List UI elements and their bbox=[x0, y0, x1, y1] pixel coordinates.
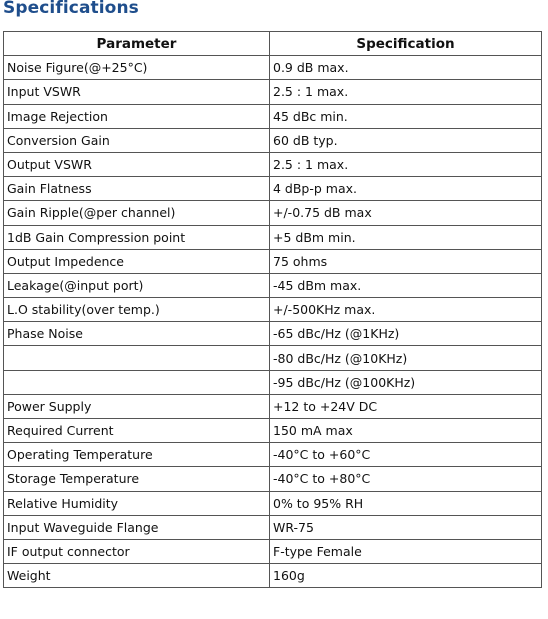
table-row bbox=[4, 394, 542, 418]
parameter-cell: 1dB Gain Compression point bbox=[4, 225, 270, 249]
table-row bbox=[4, 104, 542, 128]
parameter-cell bbox=[4, 346, 270, 370]
specification-cell: +/-0.75 dB max bbox=[270, 201, 542, 225]
parameter-cell: Gain Flatness bbox=[4, 177, 270, 201]
specification-cell: 2.5 : 1 max. bbox=[270, 80, 542, 104]
parameter-cell: Storage Temperature bbox=[4, 467, 270, 491]
parameter-cell: Weight bbox=[4, 564, 270, 588]
parameter-cell: Required Current bbox=[4, 419, 270, 443]
table-row bbox=[4, 491, 542, 515]
table-row bbox=[4, 273, 542, 297]
parameter-cell: Power Supply bbox=[4, 394, 270, 418]
table-row bbox=[4, 249, 542, 273]
specification-cell: 75 ohms bbox=[270, 249, 542, 273]
specification-cell: -45 dBm max. bbox=[270, 273, 542, 297]
table-row bbox=[4, 128, 542, 152]
parameter-cell bbox=[4, 370, 270, 394]
table-row bbox=[4, 564, 542, 588]
table-row bbox=[4, 515, 542, 539]
header-specification: Specification bbox=[270, 32, 542, 56]
specification-cell: 0.9 dB max. bbox=[270, 56, 542, 80]
parameter-cell: Input VSWR bbox=[4, 80, 270, 104]
specification-cell: -80 dBc/Hz (@10KHz) bbox=[270, 346, 542, 370]
parameter-cell: Output Impedence bbox=[4, 249, 270, 273]
table-row bbox=[4, 346, 542, 370]
parameter-cell: Input Waveguide Flange bbox=[4, 515, 270, 539]
parameter-cell: IF output connector bbox=[4, 539, 270, 563]
page-title: Specifications bbox=[3, 0, 139, 18]
specification-cell: +12 to +24V DC bbox=[270, 394, 542, 418]
parameter-cell: L.O stability(over temp.) bbox=[4, 298, 270, 322]
parameter-cell: Noise Figure(@+25°C) bbox=[4, 56, 270, 80]
parameter-cell: Gain Ripple(@per channel) bbox=[4, 201, 270, 225]
header-parameter: Parameter bbox=[4, 32, 270, 56]
table-row bbox=[4, 80, 542, 104]
table-row bbox=[4, 152, 542, 176]
table-row bbox=[4, 322, 542, 346]
parameter-cell: Operating Temperature bbox=[4, 443, 270, 467]
table-row bbox=[4, 467, 542, 491]
table-row bbox=[4, 370, 542, 394]
table-row bbox=[4, 177, 542, 201]
specification-cell: +5 dBm min. bbox=[270, 225, 542, 249]
table-row bbox=[4, 539, 542, 563]
parameter-cell: Conversion Gain bbox=[4, 128, 270, 152]
parameter-cell: Image Rejection bbox=[4, 104, 270, 128]
specification-cell: F-type Female bbox=[270, 539, 542, 563]
specification-cell: -65 dBc/Hz (@1KHz) bbox=[270, 322, 542, 346]
table-row bbox=[4, 56, 542, 80]
parameter-cell: Output VSWR bbox=[4, 152, 270, 176]
specification-cell: -40°C to +60°C bbox=[270, 443, 542, 467]
specification-cell: 4 dBp-p max. bbox=[270, 177, 542, 201]
specification-cell: -95 dBc/Hz (@100KHz) bbox=[270, 370, 542, 394]
specification-cell: 160g bbox=[270, 564, 542, 588]
table-row bbox=[4, 419, 542, 443]
specification-cell: WR-75 bbox=[270, 515, 542, 539]
specification-cell: 0% to 95% RH bbox=[270, 491, 542, 515]
specification-cell: 150 mA max bbox=[270, 419, 542, 443]
table-header-row bbox=[4, 32, 542, 56]
table-row bbox=[4, 201, 542, 225]
specification-cell: -40°C to +80°C bbox=[270, 467, 542, 491]
specification-cell: 60 dB typ. bbox=[270, 128, 542, 152]
specification-cell: 2.5 : 1 max. bbox=[270, 152, 542, 176]
parameter-cell: Phase Noise bbox=[4, 322, 270, 346]
table-row bbox=[4, 298, 542, 322]
table-row bbox=[4, 225, 542, 249]
table-row bbox=[4, 443, 542, 467]
parameter-cell: Relative Humidity bbox=[4, 491, 270, 515]
specification-cell: +/-500KHz max. bbox=[270, 298, 542, 322]
parameter-cell: Leakage(@input port) bbox=[4, 273, 270, 297]
specifications-table bbox=[3, 31, 542, 588]
specification-cell: 45 dBc min. bbox=[270, 104, 542, 128]
table-body bbox=[4, 56, 542, 588]
